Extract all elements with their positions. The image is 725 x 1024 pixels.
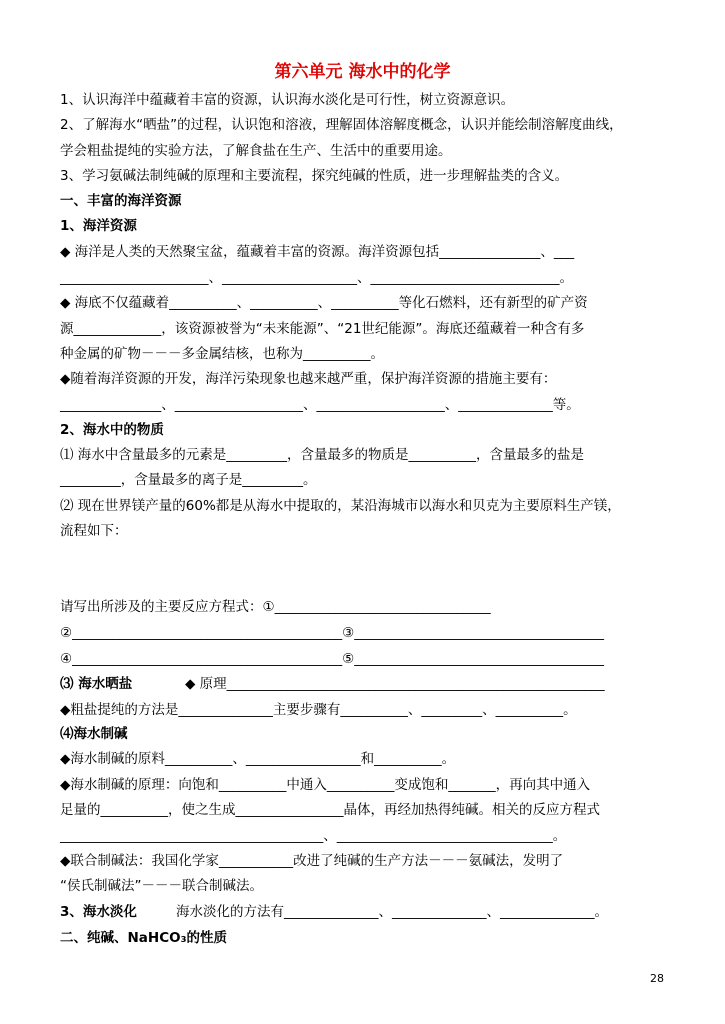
- text-line: 种金属的矿物－－－多金属结核，也称为__________。: [60, 346, 384, 362]
- text-line: ◆联合制碱法：我国化学家___________改进了纯碱的生产方法－－－氨碱法，发明了: [60, 853, 564, 869]
- text-line: ◆粗盐提纯的方法是______________主要步骤有__________、_________、__________。: [60, 702, 577, 718]
- objective-2: 2、了解海水“晒盐”的过程，认识饱和溶液，理解固体溶解度概念，认识并能绘制溶解度曲线，: [60, 117, 623, 133]
- text-line: 流程如下：: [60, 523, 128, 539]
- objective-1: 1、认识海洋中蕴藏着丰富的资源，认识海水淡化是可行性，树立资源意识。: [60, 92, 515, 108]
- text-line: ②________________________________________③_____________________________________: [60, 625, 604, 641]
- page-title: 第六单元 海水中的化学: [274, 62, 451, 82]
- text-line: ◆海水制碱的原料__________、_________________和__________。: [60, 751, 456, 767]
- text-line: ◆ 原理________________________________________________________: [185, 676, 605, 692]
- text-line: 请写出所涉及的主要反应方程式：①________________________________: [60, 599, 491, 615]
- subsection-heading: 2、海水中的物质: [60, 422, 164, 438]
- subsection-heading: ⑶ 海水晒盐: [60, 676, 133, 692]
- section-heading-2: 二、纯碱、NaHCO₃的性质: [60, 930, 228, 946]
- text-line: “侯氏制碱法”－－－联合制碱法。: [60, 878, 263, 894]
- page-number: 28: [650, 972, 664, 985]
- subsection-heading: 1、海洋资源: [60, 218, 137, 234]
- text-line: ◆海水制碱的原理：向饱和__________中通入__________变成饱和_______，再向其中通入: [60, 777, 591, 793]
- section-heading-1: 一、丰富的海洋资源: [60, 193, 182, 209]
- subsection-heading: ⑷海水制碱: [60, 726, 128, 742]
- text-line: _______________________________________、________________________________。: [60, 828, 567, 844]
- objective-3: 3、学习氨碱法制纯碱的原理和主要流程，探究纯碱的性质，进一步理解盐类的含义。: [60, 168, 569, 184]
- text-line: ◆随着海洋资源的开发，海洋污染现象也越来越严重，保护海洋资源的措施主要有：: [60, 371, 557, 387]
- subsection-heading: 3、海水淡化: [60, 904, 137, 920]
- text-line: ______________________、____________________、____________________________。: [60, 270, 573, 286]
- text-line: ④________________________________________⑤_____________________________________: [60, 651, 604, 667]
- text-line: ⑵ 现在世界镁产量的60%都是从海水中提取的，某沿海城市以海水和贝克为主要原料生产镁，: [60, 498, 621, 514]
- text-line: _______________、___________________、___________________、______________等。: [60, 397, 580, 413]
- objective-2-cont: 学会粗盐提纯的实验方法，了解食盐在生产、生活中的重要用途。: [60, 143, 452, 159]
- text-line: 海水淡化的方法有______________、______________、______________。: [176, 904, 608, 920]
- text-line: ◆ 海底不仅蕴藏着__________、__________、__________等化石燃料，还有新型的矿产资: [60, 295, 588, 311]
- text-line: 源_____________，该资源被誉为“未来能源”、“21世纪能源”。海底还蕴藏着一种含有多: [60, 321, 585, 337]
- text-line: ◆ 海洋是人类的天然聚宝盆，蕴藏着丰富的资源。海洋资源包括_______________、___: [60, 244, 575, 260]
- text-line: _________，含量最多的离子是_________。: [60, 472, 317, 488]
- text-line: 足量的__________，使之生成________________晶体，再经加热得纯碱。相关的反应方程式: [60, 802, 600, 818]
- text-line: ⑴ 海水中含量最多的元素是_________，含量最多的物质是__________，含量最多的盐是: [60, 447, 585, 463]
